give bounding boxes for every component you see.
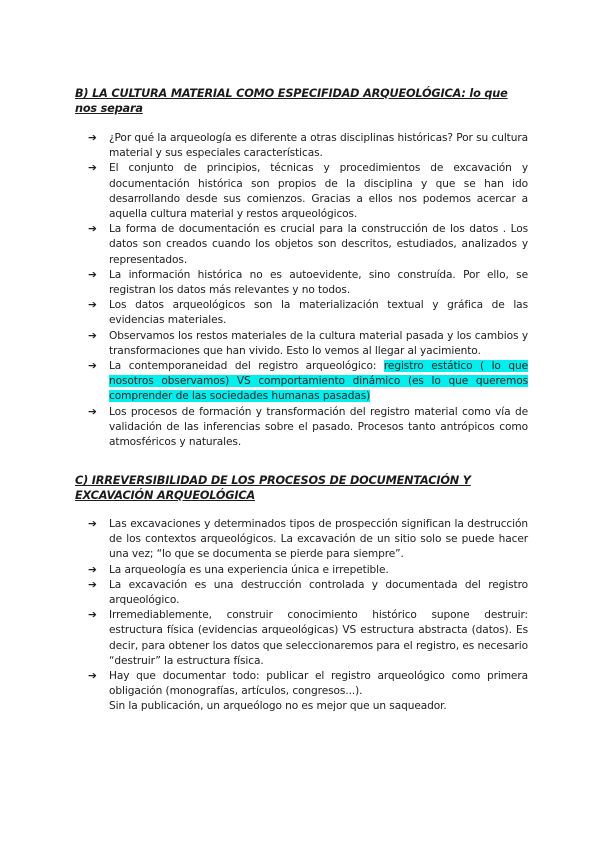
list-item: ➔ Los datos arqueológicos son la materialización textual y gráfica de las evidencias materiales. [88,299,528,327]
section-b-list [88,131,528,450]
section-c-list [88,517,528,715]
arrow-icon: ➔ [88,162,97,175]
list-item: ➔ La arqueología es una experiencia única e irrepetible. [88,563,528,578]
arrow-icon: ➔ [88,578,97,591]
arrow-icon: ➔ [88,360,97,373]
section-b-title: B) LA CULTURA MATERIAL COMO ESPECIFIDAD ARQUEOLÓGICA: lo que nos separa [75,87,508,115]
arrow-icon: ➔ [88,405,97,418]
list-item: ➔ ¿Por qué la arqueología es diferente a otras disciplinas históricas? Por su cultura material y sus especiales características. [88,132,528,160]
arrow-icon: ➔ [88,670,97,683]
arrow-icon: ➔ [88,518,97,530]
list-item: ➔ La forma de documentación es crucial para la construcción de los datos . Los datos son creados cuando los objetos son descritos, estudiados, analizados y representados. [88,223,528,266]
list-item: ➔ Hay que documentar todo: publicar el registro arqueológico como primera obligación (monografías, artículos, congresos...). Sin la publicación, un arqueólogo no es mejor que un saqueador. [88,670,528,713]
list-item: ➔ Observamos los restos materiales de la cultura material pasada y los cambios y transformaciones que han vivido. Esto lo vemos al llegar al yacimiento. [88,329,528,357]
arrow-icon: ➔ [88,223,97,236]
arrow-icon: ➔ [88,299,97,312]
list-item: ➔ Las excavaciones y determinados tipos de prospección significan la destrucción de los contextos arqueológicos. La excavación de un sitio solo se puede hacer una vez; “lo que se documenta se pierde para siempre”. [88,518,528,561]
arrow-icon: ➔ [88,563,97,576]
list-item: ➔ Irremediablemente, construir conocimiento histórico supone destruir: estructura física (evidencias arqueológicas) VS estructura abstracta (datos). Es decir, para obtener los datos que seleccionaremos para el registro, es necesario “destruir” la estructura física. [88,609,528,667]
arrow-icon: ➔ [88,268,97,281]
highlighted-text: registro estático ( lo que nosotros observamos) VS comportamiento dinámico (es lo que queremos comprender de las sociedades humanas pasadas) [109,360,528,403]
arrow-icon: ➔ [88,132,97,144]
list-item: ➔ La excavación es una destrucción controlada y documentada del registro arqueológico. [88,578,528,607]
list-item: ➔ El conjunto de principios, técnicas y procedimientos de excavación y documentación histórica son propios de la disciplina y que se han ido desarrollando desde sus comienzos. Gracias a ellos nos podemos acercar a aquella cultura material y restos arqueológicos. [88,162,528,221]
list-item: ➔ La información histórica no es autoevidente, sino construída. Por ello, se registran los datos más relevantes y no todos. [88,268,528,297]
section-c-title: C) IRREVERSIBILIDAD DE LOS PROCESOS DE DOCUMENTACIÓN Y EXCAVACIÓN ARQUEOLÓGICA [75,474,471,502]
arrow-icon: ➔ [88,609,97,622]
list-item-highlighted: ➔ La contemporaneidad del registro arqueológico: registro estático ( lo que nosotros observamos) VS comportamiento dinámico (es lo que queremos comprender de las sociedades humanas pasadas) [88,360,528,403]
list-item: ➔ Los procesos de formación y transformación del registro material como vía de validación de las inferencias sobre el pasado. Procesos tanto antrópicos como atmosféricos y naturales. [88,405,528,449]
arrow-icon: ➔ [88,329,97,342]
